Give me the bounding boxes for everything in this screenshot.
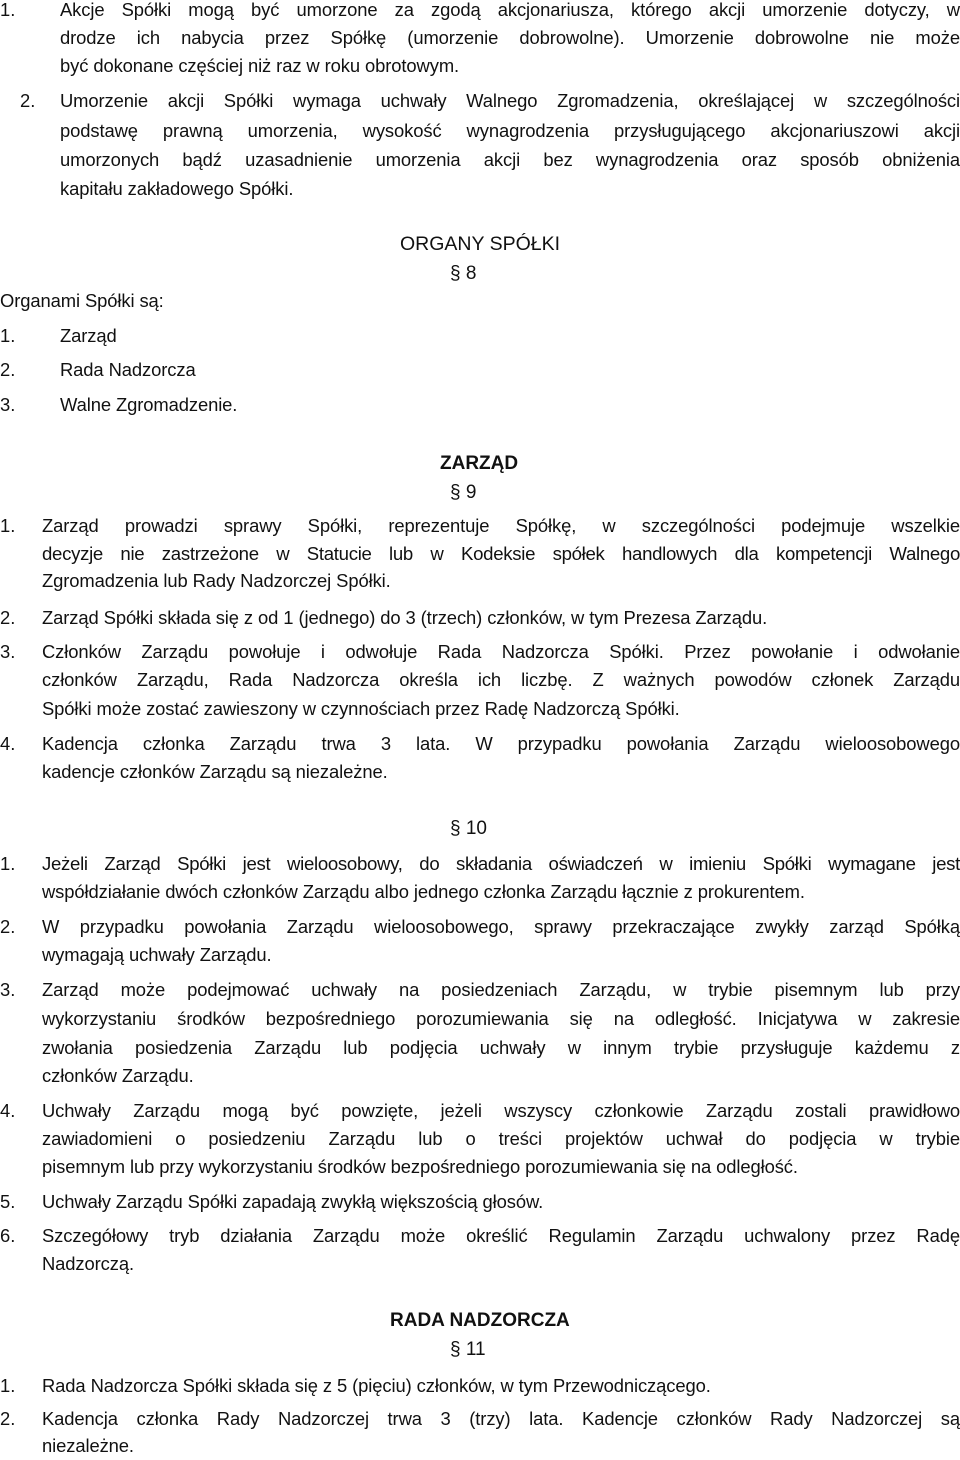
item-number: 5.	[0, 1191, 16, 1212]
text-line: Kadencja członka Rady Nadzorczej trwa 3 (trzy) lata. Kadencje członków Rady Nadzorczej są	[42, 1408, 960, 1429]
text-line: kadencje członków Zarządu są niezależne.	[42, 761, 388, 782]
text-line: Nadzorczą.	[42, 1253, 135, 1274]
text-line: wymagają uchwały Zarządu.	[42, 944, 272, 965]
text-line: pisemnym lub przy wykorzystaniu środków bezpośredniego porozumiewania się na odległość.	[42, 1156, 798, 1177]
text-line: Szczegółowy tryb działania Zarządu może określić Regulamin Zarządu uchwalony przez Radę	[42, 1225, 960, 1246]
text-line: współdziałanie dwóch członków Zarządu albo jednego członka Zarządu łącznie z prokurentem.	[42, 881, 805, 902]
item-number: 3.	[0, 979, 16, 1000]
text-line: W przypadku powołania Zarządu wieloosobowego, sprawy przekraczające zwykły zarząd Spółką	[42, 916, 960, 937]
text-line: umorzonych bądź uzasadnienie umorzenia akcji bez wynagrodzenia oraz sposób obniżenia	[60, 149, 960, 170]
item-number: 2.	[0, 916, 16, 937]
text-line: decyzje nie zastrzeżone w Statucie lub w Kodeksie spółek handlowych dla kompetencji Walnego	[42, 543, 960, 564]
section-heading: ORGANY SPÓŁKI	[400, 233, 561, 255]
item-number: 4.	[0, 1100, 16, 1121]
text-line: niezależne.	[42, 1435, 134, 1456]
paragraph-number: § 10	[450, 818, 487, 839]
text-line: Zgromadzenia lub Rady Nadzorczej Spółki.	[42, 570, 391, 591]
text-line: Zarząd może podejmować uchwały na posiedzeniach Zarządu, w trybie pisemnym lub przy	[42, 979, 960, 1000]
text-line: Spółki może zostać zawieszony w czynnościach przez Radę Nadzorczą Spółki.	[42, 698, 680, 719]
text-line: członków Zarządu.	[42, 1065, 194, 1086]
text-line: być dokonane częściej niż raz w roku obrotowym.	[60, 55, 460, 76]
list-item: Rada Nadzorcza	[60, 359, 196, 380]
text-line: Kadencja członka Zarządu trwa 3 lata. W przypadku powołania Zarządu wieloosobowego	[42, 733, 960, 754]
item-number: 4.	[0, 733, 16, 754]
text-line: Uchwały Zarządu Spółki zapadają zwykłą większością głosów.	[42, 1191, 544, 1212]
text-line: Rada Nadzorcza Spółki składa się z 5 (pięciu) członków, w tym Przewodniczącego.	[42, 1375, 711, 1396]
item-number: 3.	[0, 394, 16, 415]
text-line: Zarząd Spółki składa się z od 1 (jednego) do 3 (trzech) członków, w tym Prezesa Zarządu.	[42, 607, 768, 628]
text-line: drodze ich nabycia przez Spółkę (umorzenie dobrowolne). Umorzenie dobrowolne nie może	[60, 27, 960, 48]
text-line: Akcje Spółki mogą być umorzone za zgodą akcjonariusza, którego akcji umorzenie dotyczy, w	[60, 0, 960, 20]
paragraph-number: § 8	[450, 263, 477, 284]
text-line: Zarząd prowadzi sprawy Spółki, reprezentuje Spółkę, w szczególności podejmuje wszelkie	[42, 515, 960, 536]
text-line: podstawę prawną umorzenia, wysokość wynagrodzenia przysługującego akcjonariuszowi akcji	[60, 120, 960, 141]
text-line: kapitału zakładowego Spółki.	[60, 178, 294, 199]
item-number: 1.	[0, 0, 16, 20]
item-number: 1.	[0, 1375, 16, 1396]
paragraph-number: § 9	[450, 482, 477, 503]
item-number: 2.	[0, 607, 16, 628]
text-line: Umorzenie akcji Spółki wymaga uchwały Walnego Zgromadzenia, określającej w szczególności	[60, 90, 960, 111]
item-number: 1.	[0, 853, 16, 874]
item-number: 1.	[0, 515, 16, 536]
item-number: 3.	[0, 641, 16, 662]
list-item: Zarząd	[60, 325, 117, 346]
list-item: Walne Zgromadzenie.	[60, 394, 238, 415]
text-line: członków Zarządu, Rada Nadzorcza określa ich liczbę. Z ważnych powodów członek Zarządu	[42, 669, 960, 690]
item-number: 2.	[0, 359, 16, 380]
item-number: 6.	[0, 1225, 16, 1246]
text-line: zwołania posiedzenia Zarządu lub podjęcia uchwały w innym trybie przysługuje każdemu z	[42, 1037, 960, 1058]
text-line: wykorzystaniu środków bezpośredniego porozumiewania się na odległość. Inicjatywa w zakresie	[42, 1008, 960, 1029]
text-line: Uchwały Zarządu mogą być powzięte, jeżeli wszyscy członkowie Zarządu zostali prawidłowo	[42, 1100, 960, 1121]
item-number: 2.	[20, 90, 36, 111]
item-number: 2.	[0, 1408, 16, 1429]
text-line: zawiadomieni o posiedzeniu Zarządu lub o treści projektów uchwał do podjęcia w trybie	[42, 1128, 960, 1149]
section-heading: ZARZĄD	[440, 453, 519, 474]
section-heading: RADA NADZORCZA	[390, 1310, 570, 1331]
item-number: 1.	[0, 325, 16, 346]
list-intro: Organami Spółki są:	[0, 290, 164, 311]
text-line: Członków Zarządu powołuje i odwołuje Rada Nadzorcza Spółki. Przez powołanie i odwołanie	[42, 641, 960, 662]
text-line: Jeżeli Zarząd Spółki jest wieloosobowy, do składania oświadczeń w imieniu Spółki wymagane jest	[42, 853, 960, 874]
paragraph-number: § 11	[450, 1339, 486, 1360]
